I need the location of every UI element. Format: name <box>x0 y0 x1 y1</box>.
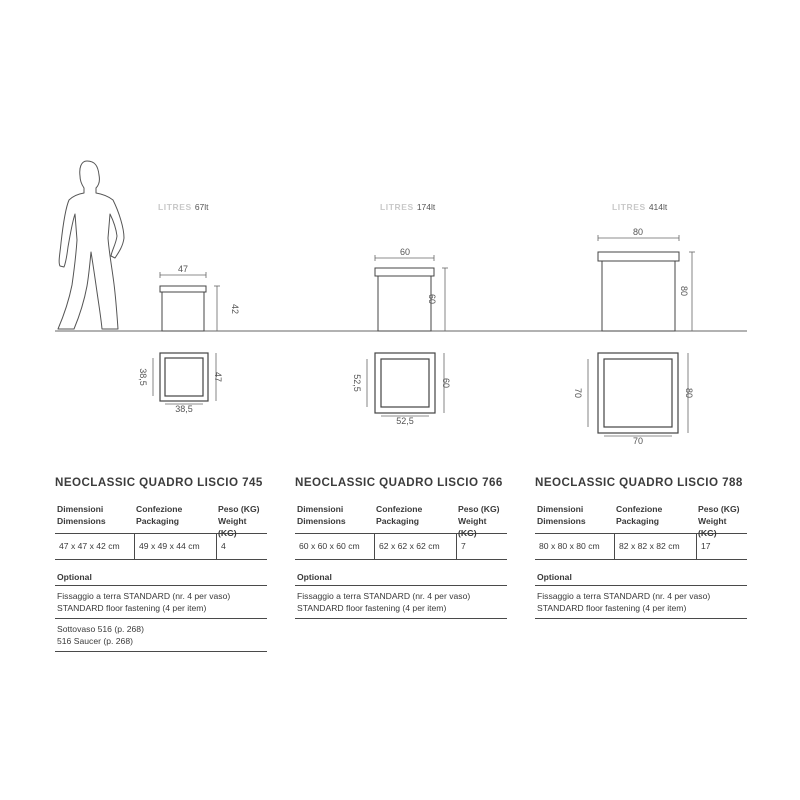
optional-heading: Optional <box>535 572 747 586</box>
pot-766-rim <box>375 268 434 276</box>
header-dimensions: Dimensioni Dimensions <box>537 504 586 526</box>
pot-745-rim <box>160 286 206 292</box>
spec-row <box>535 534 747 560</box>
pot-745-body <box>162 292 204 331</box>
dim-766-width: 60 <box>399 247 411 257</box>
dim-745-outer-h: 47 <box>213 371 223 383</box>
dim-788-outer-h: 80 <box>684 387 694 399</box>
cell-weight: 17 <box>696 534 747 559</box>
dim-788-height: 80 <box>679 285 689 297</box>
cell-packaging: 82 x 82 x 82 cm <box>614 534 696 559</box>
cell-dimensions: 47 x 47 x 42 cm <box>59 541 120 551</box>
header-packaging: Confezione Packaging <box>136 504 183 526</box>
header-dimensions: Dimensioni Dimensions <box>57 504 106 526</box>
spec-header <box>55 503 267 538</box>
cell-weight: 4 <box>216 534 267 559</box>
product-766 <box>295 476 507 619</box>
header-packaging: Confezione Packaging <box>376 504 423 526</box>
product-788-drawing <box>573 202 695 446</box>
pot-766-top-inner <box>381 359 429 407</box>
litres-745: LITRES 67lt <box>158 202 209 212</box>
dim-745-height: 42 <box>230 303 240 315</box>
dim-766-outer-h: 60 <box>441 377 451 389</box>
product-title: NEOCLASSIC QUADRO LISCIO 788 <box>535 476 743 489</box>
header-dimensions: Dimensioni Dimensions <box>297 504 346 526</box>
product-title: NEOCLASSIC QUADRO LISCIO 745 <box>55 476 263 489</box>
optional-item: Fissaggio a terra STANDARD (nr. 4 per vaso) STANDARD floor fastening (4 per item) <box>295 586 507 619</box>
pot-788-top-inner <box>604 359 672 427</box>
dim-788-inner-h: 70 <box>573 387 583 399</box>
product-745-drawing <box>138 202 240 414</box>
pot-745-top-inner <box>165 358 203 396</box>
pot-788-body <box>602 261 675 331</box>
spec-header <box>535 503 747 538</box>
product-788 <box>535 476 747 619</box>
product-766-drawing <box>352 202 451 426</box>
dim-745-width: 47 <box>177 264 189 274</box>
pot-766-body <box>378 276 431 331</box>
pot-766-top-outer <box>375 353 435 413</box>
pot-745-top-outer <box>160 353 208 401</box>
pot-788-rim <box>598 252 679 261</box>
dim-766-inner-h: 52,5 <box>352 374 362 392</box>
dim-745-inner-w: 38,5 <box>175 404 193 414</box>
optional-item: Fissaggio a terra STANDARD (nr. 4 per vaso) STANDARD floor fastening (4 per item) <box>55 586 267 619</box>
optional-item: Fissaggio a terra STANDARD (nr. 4 per vaso) STANDARD floor fastening (4 per item) <box>535 586 747 619</box>
optional-heading: Optional <box>295 572 507 586</box>
cell-packaging: 49 x 49 x 44 cm <box>134 534 216 559</box>
litres-788: LITRES 414lt <box>612 202 668 212</box>
cell-packaging: 62 x 62 x 62 cm <box>374 534 456 559</box>
human-figure-icon <box>58 161 124 329</box>
header-weight: Peso (KG) Weight (KG) <box>458 504 500 538</box>
cell-weight: 7 <box>456 534 507 559</box>
spec-header <box>295 503 507 538</box>
dim-766-height: 60 <box>427 293 437 305</box>
dim-788-inner-w: 70 <box>632 436 644 446</box>
product-745 <box>55 476 267 652</box>
litres-766: LITRES 174lt <box>380 202 436 212</box>
spec-row <box>295 534 507 560</box>
dim-745-inner-h: 38,5 <box>138 368 148 386</box>
cell-dimensions: 80 x 80 x 80 cm <box>539 541 600 551</box>
product-title: NEOCLASSIC QUADRO LISCIO 766 <box>295 476 503 489</box>
spec-row <box>55 534 267 560</box>
header-weight: Peso (KG) Weight (KG) <box>218 504 260 538</box>
cell-dimensions: 60 x 60 x 60 cm <box>299 541 360 551</box>
header-packaging: Confezione Packaging <box>616 504 663 526</box>
dim-788-width: 80 <box>632 227 644 237</box>
optional-item: Sottovaso 516 (p. 268) 516 Saucer (p. 268) <box>55 619 267 652</box>
optional-heading: Optional <box>55 572 267 586</box>
pot-788-top-outer <box>598 353 678 433</box>
dim-766-inner-w: 52,5 <box>396 416 414 426</box>
header-weight: Peso (KG) Weight (KG) <box>698 504 740 538</box>
